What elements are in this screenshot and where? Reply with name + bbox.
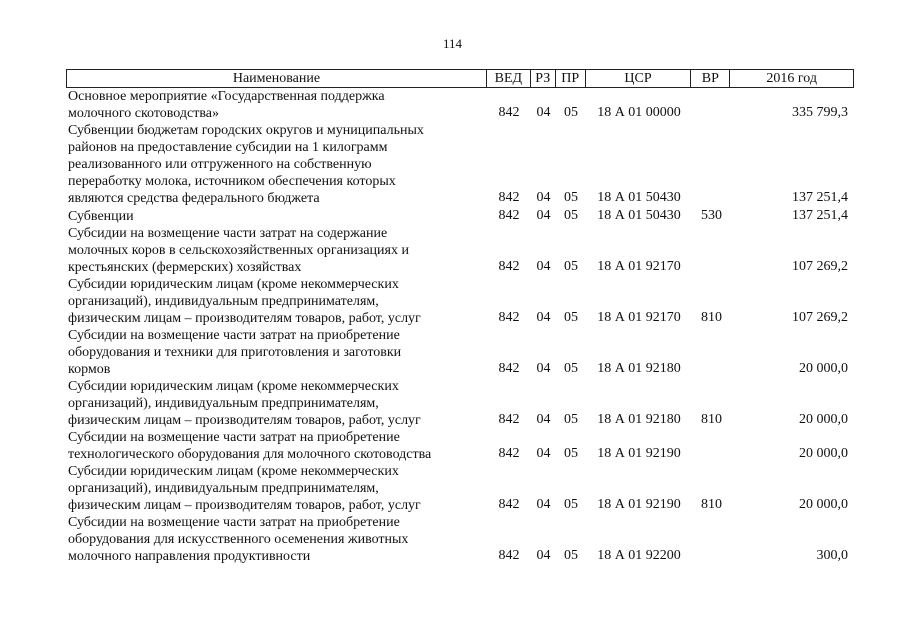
row-name-line: крестьянских (фермерских) хозяйствах [68, 260, 302, 275]
row-pr: 05 [564, 497, 578, 512]
header-year: 2016 год [766, 71, 817, 86]
row-name-line: организаций), индивидуальным предпринимателям, [68, 396, 379, 411]
row-name-line: Субсидии юридическим лицам (кроме некоммерческих [68, 379, 399, 394]
row-name [66, 225, 487, 276]
row-name-line: оборудования и техники для приготовления и заготовки [68, 345, 402, 360]
row-vr [692, 121, 731, 122]
row-name-line: районов на предоставление субсидии на 1 килограмм [68, 140, 388, 155]
row-pr: 05 [564, 259, 578, 274]
row-rz: 04 [536, 310, 551, 325]
budget-table [66, 69, 854, 565]
row-name-line: Субсидии на возмещение части затрат на приобретение [68, 515, 400, 530]
row-vr [692, 462, 731, 463]
table-row [66, 378, 854, 429]
table-row [66, 276, 854, 327]
table-row [66, 514, 854, 565]
header-csr: ЦСР [586, 70, 692, 87]
row-name-line: Субсидии юридическим лицам (кроме некоммерческих [68, 464, 399, 479]
row-name-line: переработку молока, источником обеспечения которых [68, 174, 396, 189]
row-ved: 842 [498, 446, 520, 461]
row-ved: 842 [498, 548, 520, 563]
row-name-line: молочного направления продуктивности [68, 549, 311, 564]
row-rz: 04 [536, 446, 551, 461]
header-pr: ПР [556, 70, 586, 87]
row-ved: 842 [498, 412, 520, 427]
header-name: Наименование [67, 70, 487, 87]
row-rz: 04 [536, 548, 551, 563]
row-amount: 335 799,3 [792, 105, 848, 120]
row-csr: 18 А 01 92180 [597, 412, 681, 427]
row-vr: 810 [701, 412, 722, 427]
row-name [66, 514, 487, 565]
row-pr: 05 [564, 548, 578, 563]
row-pr: 05 [564, 105, 578, 120]
row-name-line: молочных коров в сельскохозяйственных организациях и [68, 243, 409, 258]
row-vr [692, 377, 731, 378]
table-header [66, 69, 854, 88]
row-name [66, 429, 487, 463]
row-name-line: реализованного или отгруженного на собственную [68, 157, 372, 172]
row-pr: 05 [564, 446, 578, 461]
row-name-line: молочного скотоводства» [68, 106, 219, 121]
row-name-line: организаций), индивидуальным предпринимателям, [68, 481, 379, 496]
row-name-line: физическим лицам – производителям товаров, работ, услуг [68, 498, 421, 513]
header-ved: ВЕД [487, 70, 531, 87]
row-name-line: Субсидии на возмещение части затрат на приобретение [68, 430, 400, 445]
row-csr: 18 А 01 92200 [597, 548, 681, 563]
row-rz: 04 [536, 105, 551, 120]
row-pr: 05 [564, 412, 578, 427]
row-csr: 18 А 01 92190 [597, 497, 681, 512]
row-pr: 05 [564, 310, 578, 325]
row-rz: 04 [536, 412, 551, 427]
page-number: 114 [442, 36, 463, 51]
row-ved: 842 [498, 361, 520, 376]
row-pr: 05 [564, 190, 578, 205]
row-amount: 137 251,4 [792, 190, 848, 205]
row-name-line: Субвенции [68, 209, 134, 224]
row-name-line: являются средства федерального бюджета [68, 191, 320, 206]
row-name-line: организаций), индивидуальным предпринимателям, [68, 294, 379, 309]
table-row [66, 429, 854, 463]
row-name-line: технологического оборудования для молочного скотоводства [68, 447, 432, 462]
row-vr: 810 [701, 310, 722, 325]
header-rz: РЗ [531, 70, 556, 87]
row-ved: 842 [498, 190, 520, 205]
row-csr: 18 А 01 50430 [597, 190, 681, 205]
row-pr: 05 [564, 361, 578, 376]
row-amount: 20 000,0 [799, 497, 848, 512]
row-rz: 04 [536, 497, 551, 512]
row-rz: 04 [536, 208, 551, 223]
row-name [66, 276, 487, 327]
row-name [66, 122, 487, 207]
row-amount: 20 000,0 [799, 446, 848, 461]
row-name-line: физическим лицам – производителям товаров, работ, услуг [68, 311, 421, 326]
row-name-line: Субсидии юридическим лицам (кроме некоммерческих [68, 277, 399, 292]
row-vr: 810 [701, 497, 722, 512]
row-csr: 18 А 01 92190 [597, 446, 681, 461]
row-csr: 18 А 01 50430 [597, 208, 681, 223]
row-pr: 05 [564, 208, 578, 223]
row-name [66, 327, 487, 378]
row-ved: 842 [498, 105, 520, 120]
row-name-line: оборудования для искусственного осеменения животных [68, 532, 409, 547]
table-row [66, 122, 854, 207]
row-name-line: Субсидии на возмещение части затрат на приобретение [68, 328, 400, 343]
row-name-line: физическим лицам – производителям товаров, работ, услуг [68, 413, 421, 428]
row-amount: 107 269,2 [792, 310, 848, 325]
row-csr: 18 А 01 00000 [597, 105, 681, 120]
row-ved: 842 [498, 497, 520, 512]
row-vr [692, 275, 731, 276]
row-name-line: Субсидии на возмещение части затрат на содержание [68, 226, 388, 241]
table-row [66, 463, 854, 514]
row-csr: 18 А 01 92180 [597, 361, 681, 376]
row-name [66, 88, 487, 122]
row-name-line: Основное мероприятие «Государственная поддержка [68, 89, 385, 104]
table-row [66, 225, 854, 276]
row-amount: 137 251,4 [792, 208, 848, 223]
header-vr: ВР [691, 70, 730, 87]
row-csr: 18 А 01 92170 [597, 310, 681, 325]
row-amount: 20 000,0 [799, 412, 848, 427]
row-vr [692, 564, 731, 565]
row-ved: 842 [498, 310, 520, 325]
row-rz: 04 [536, 190, 551, 205]
row-vr: 530 [701, 208, 722, 223]
row-rz: 04 [536, 361, 551, 376]
row-ved: 842 [498, 208, 520, 223]
table-row [66, 88, 854, 122]
row-rz: 04 [536, 259, 551, 274]
table-row [66, 207, 854, 225]
row-amount: 300,0 [816, 548, 848, 563]
row-name [66, 463, 487, 514]
row-amount: 20 000,0 [799, 361, 848, 376]
row-name-line: Субвенции бюджетам городских округов и муниципальных [68, 123, 424, 138]
row-csr: 18 А 01 92170 [597, 259, 681, 274]
row-amount: 107 269,2 [792, 259, 848, 274]
row-name [66, 208, 487, 225]
row-name-line: кормов [68, 362, 111, 377]
row-ved: 842 [498, 259, 520, 274]
table-body [66, 88, 854, 565]
table-row [66, 327, 854, 378]
row-name [66, 378, 487, 429]
